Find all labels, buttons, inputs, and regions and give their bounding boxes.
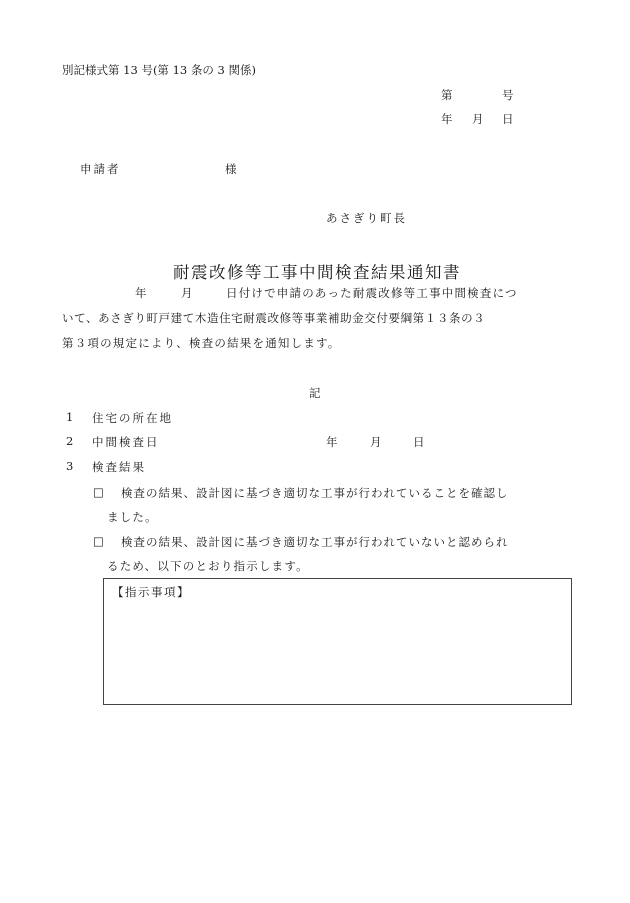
ki-heading: 記	[309, 386, 321, 400]
option2-checkbox[interactable]: □	[93, 534, 104, 548]
item2-year: 年	[326, 435, 338, 449]
date-day: 日	[502, 112, 514, 126]
applicant-label: 申請者	[80, 162, 121, 176]
body-line1: 日付けで申請のあった耐震改修等工事中間検査につ	[226, 286, 518, 300]
body-month: 月	[181, 286, 194, 300]
date-year: 年	[441, 112, 453, 126]
body-line2: いて、あさぎり町戸建て木造住宅耐震改修等事業補助金交付要綱第１３条の３	[62, 311, 486, 325]
item1-label: 住宅の所在地	[92, 411, 173, 425]
date-month: 月	[472, 112, 484, 126]
option1-checkbox[interactable]: □	[93, 485, 104, 499]
item3-label: 検査結果	[92, 460, 146, 474]
option1-line1: 検査の結果、設計図に基づき適切な工事が行われていることを確認し	[121, 486, 509, 500]
option2-line2: るため、以下のとおり指示します。	[107, 559, 309, 573]
instructions-label: 【指示事項】	[112, 585, 190, 599]
applicant-honorific: 様	[225, 162, 237, 176]
item3-number: 3	[66, 459, 74, 473]
item2-label: 中間検査日	[92, 435, 160, 449]
issuer: あさぎり町長	[326, 211, 407, 225]
body-year: 年	[135, 286, 148, 300]
instructions-box[interactable]	[103, 578, 572, 705]
form-id: 別記様式第 13 号(第 13 条の 3 関係)	[62, 63, 256, 77]
option1-line2: ました。	[107, 510, 158, 524]
doc-number-dai: 第	[441, 88, 453, 102]
item2-number: 2	[66, 434, 74, 448]
option2-line1: 検査の結果、設計図に基づき適切な工事が行われていないと認められ	[121, 535, 509, 549]
doc-number-go: 号	[502, 88, 514, 102]
body-line3: 第３項の規定により、検査の結果を通知します。	[62, 336, 341, 350]
item2-month: 月	[370, 435, 382, 449]
item1-number: 1	[66, 410, 74, 424]
item2-day: 日	[413, 435, 425, 449]
document-title: 耐震改修等工事中間検査結果通知書	[173, 263, 461, 282]
